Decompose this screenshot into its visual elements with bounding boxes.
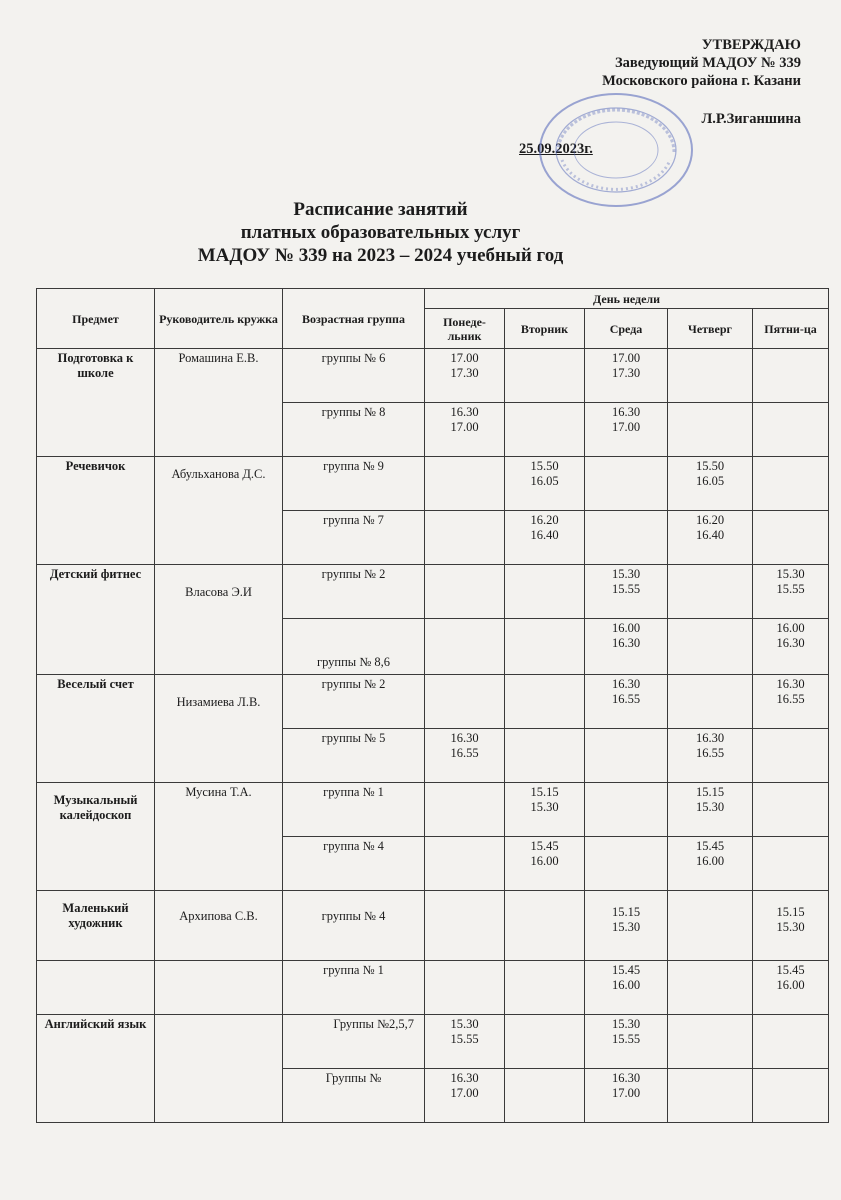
time-cell bbox=[753, 511, 829, 565]
time-cell: 16.30 16.55 bbox=[585, 675, 668, 729]
time-cell bbox=[505, 349, 585, 403]
time-cell bbox=[753, 403, 829, 457]
time-cell bbox=[753, 349, 829, 403]
time-cell: 15.30 15.55 bbox=[585, 1015, 668, 1069]
table-row bbox=[37, 783, 829, 837]
time-cell: 16.30 17.00 bbox=[585, 1069, 668, 1123]
time-cell: 16.30 17.00 bbox=[425, 403, 505, 457]
time-cell: 16.30 16.55 bbox=[425, 729, 505, 783]
time-cell bbox=[668, 403, 753, 457]
group-cell: группы № 2 bbox=[283, 565, 425, 619]
document-title bbox=[0, 198, 841, 267]
time-cell: 15.30 15.55 bbox=[585, 565, 668, 619]
schedule-table bbox=[36, 288, 829, 1123]
time-cell bbox=[505, 675, 585, 729]
subject-cell: Детский фитнес bbox=[37, 565, 155, 675]
time-cell bbox=[505, 729, 585, 783]
time-cell bbox=[585, 457, 668, 511]
time-cell bbox=[425, 675, 505, 729]
subject-cell: Подготовка к школе bbox=[37, 349, 155, 457]
time-cell bbox=[753, 783, 829, 837]
time-cell: 15.45 16.00 bbox=[585, 961, 668, 1015]
time-cell bbox=[505, 1069, 585, 1123]
title-line-2: платных образовательных услуг bbox=[240, 222, 521, 243]
time-cell bbox=[425, 961, 505, 1015]
title-line-1: Расписание занятий bbox=[293, 199, 468, 220]
group-cell: группы № 8,6 bbox=[283, 619, 425, 675]
time-cell: 15.50 16.05 bbox=[505, 457, 585, 511]
time-cell bbox=[753, 1069, 829, 1123]
approval-block bbox=[501, 36, 801, 157]
table-row bbox=[37, 675, 829, 729]
header-weekday: День недели bbox=[425, 289, 829, 309]
header-day-friday: Пятни-ца bbox=[753, 309, 829, 349]
header-leader: Руководитель кружка bbox=[155, 289, 283, 349]
leader-cell: Абульханова Д.С. bbox=[155, 457, 283, 565]
group-cell: группа № 9 bbox=[283, 457, 425, 511]
group-cell: группа № 1 bbox=[283, 783, 425, 837]
time-cell bbox=[585, 729, 668, 783]
time-cell bbox=[585, 511, 668, 565]
time-cell bbox=[425, 565, 505, 619]
time-cell: 16.00 16.30 bbox=[585, 619, 668, 675]
subject-cell: Веселый счет bbox=[37, 675, 155, 783]
time-cell: 16.30 17.00 bbox=[585, 403, 668, 457]
header-day-thursday: Четверг bbox=[668, 309, 753, 349]
time-cell bbox=[668, 675, 753, 729]
time-cell: 15.15 15.30 bbox=[585, 891, 668, 961]
time-cell: 15.15 15.30 bbox=[668, 783, 753, 837]
time-cell: 16.30 16.55 bbox=[753, 675, 829, 729]
header-day-wednesday: Среда bbox=[585, 309, 668, 349]
header-day-tuesday: Вторник bbox=[505, 309, 585, 349]
time-cell bbox=[668, 349, 753, 403]
time-cell: 16.20 16.40 bbox=[668, 511, 753, 565]
time-cell bbox=[425, 457, 505, 511]
header-day-monday: Понеде-льник bbox=[425, 309, 505, 349]
time-cell bbox=[505, 1015, 585, 1069]
group-cell: группы № 2 bbox=[283, 675, 425, 729]
time-cell bbox=[505, 961, 585, 1015]
time-cell: 17.00 17.30 bbox=[425, 349, 505, 403]
time-cell bbox=[505, 403, 585, 457]
group-cell: группы № 4 bbox=[283, 891, 425, 961]
approval-district: Московского района г. Казани bbox=[602, 73, 801, 89]
time-cell: 16.30 16.55 bbox=[668, 729, 753, 783]
time-cell bbox=[425, 783, 505, 837]
leader-cell: Власова Э.И bbox=[155, 565, 283, 675]
table-row bbox=[37, 891, 829, 961]
group-cell: группа № 4 bbox=[283, 837, 425, 891]
time-cell bbox=[668, 961, 753, 1015]
time-cell bbox=[668, 891, 753, 961]
approval-date: 25.09.2023г. bbox=[519, 141, 593, 157]
time-cell: 15.45 16.00 bbox=[505, 837, 585, 891]
time-cell: 16.30 17.00 bbox=[425, 1069, 505, 1123]
table-row bbox=[37, 565, 829, 619]
time-cell: 17.00 17.30 bbox=[585, 349, 668, 403]
time-cell: 15.45 16.00 bbox=[753, 961, 829, 1015]
table-row bbox=[37, 961, 829, 1015]
time-cell bbox=[753, 837, 829, 891]
subject-cell bbox=[37, 961, 155, 1015]
table-row bbox=[37, 457, 829, 511]
time-cell: 15.50 16.05 bbox=[668, 457, 753, 511]
approval-signature: Л.Р.Зиганшина bbox=[701, 111, 801, 127]
time-cell: 15.30 15.55 bbox=[425, 1015, 505, 1069]
time-cell bbox=[425, 891, 505, 961]
subject-cell: Речевичок bbox=[37, 457, 155, 565]
group-cell: группы № 6 bbox=[283, 349, 425, 403]
group-cell: Группы № bbox=[283, 1069, 425, 1123]
time-cell: 16.00 16.30 bbox=[753, 619, 829, 675]
time-cell bbox=[668, 619, 753, 675]
leader-cell: Низамиева Л.В. bbox=[155, 675, 283, 783]
time-cell: 15.15 15.30 bbox=[505, 783, 585, 837]
table-row bbox=[37, 349, 829, 403]
time-cell bbox=[425, 619, 505, 675]
time-cell bbox=[668, 1015, 753, 1069]
time-cell: 15.30 15.55 bbox=[753, 565, 829, 619]
time-cell bbox=[585, 837, 668, 891]
group-cell: группа № 7 bbox=[283, 511, 425, 565]
time-cell bbox=[505, 565, 585, 619]
time-cell: 15.15 15.30 bbox=[753, 891, 829, 961]
header-subject: Предмет bbox=[37, 289, 155, 349]
subject-cell: Музыкальный калейдоскоп bbox=[37, 783, 155, 891]
time-cell bbox=[425, 837, 505, 891]
leader-cell bbox=[155, 1015, 283, 1123]
time-cell bbox=[753, 1015, 829, 1069]
time-cell: 16.20 16.40 bbox=[505, 511, 585, 565]
time-cell: 15.45 16.00 bbox=[668, 837, 753, 891]
approval-position: Заведующий МАДОУ № 339 bbox=[614, 55, 801, 71]
leader-cell: Архипова С.В. bbox=[155, 891, 283, 961]
leader-cell bbox=[155, 961, 283, 1015]
leader-cell: Мусина Т.А. bbox=[155, 783, 283, 891]
schedule-body bbox=[37, 349, 829, 1123]
subject-cell: Английский язык bbox=[37, 1015, 155, 1123]
time-cell bbox=[505, 619, 585, 675]
group-cell: группа № 1 bbox=[283, 961, 425, 1015]
group-cell: группы № 8 bbox=[283, 403, 425, 457]
time-cell bbox=[668, 1069, 753, 1123]
header-group: Возрастная группа bbox=[283, 289, 425, 349]
table-row bbox=[37, 1015, 829, 1069]
time-cell bbox=[505, 891, 585, 961]
time-cell bbox=[668, 565, 753, 619]
time-cell bbox=[753, 729, 829, 783]
leader-cell: Ромашина Е.В. bbox=[155, 349, 283, 457]
time-cell bbox=[753, 457, 829, 511]
time-cell bbox=[585, 783, 668, 837]
title-line-3: МАДОУ № 339 на 2023 – 2024 учебный год bbox=[197, 245, 564, 266]
group-cell: группы № 5 bbox=[283, 729, 425, 783]
subject-cell: Маленький художник bbox=[37, 891, 155, 961]
group-cell: Группы №2,5,7 bbox=[283, 1015, 425, 1069]
approval-heading: УТВЕРЖДАЮ bbox=[701, 37, 801, 53]
time-cell bbox=[425, 511, 505, 565]
